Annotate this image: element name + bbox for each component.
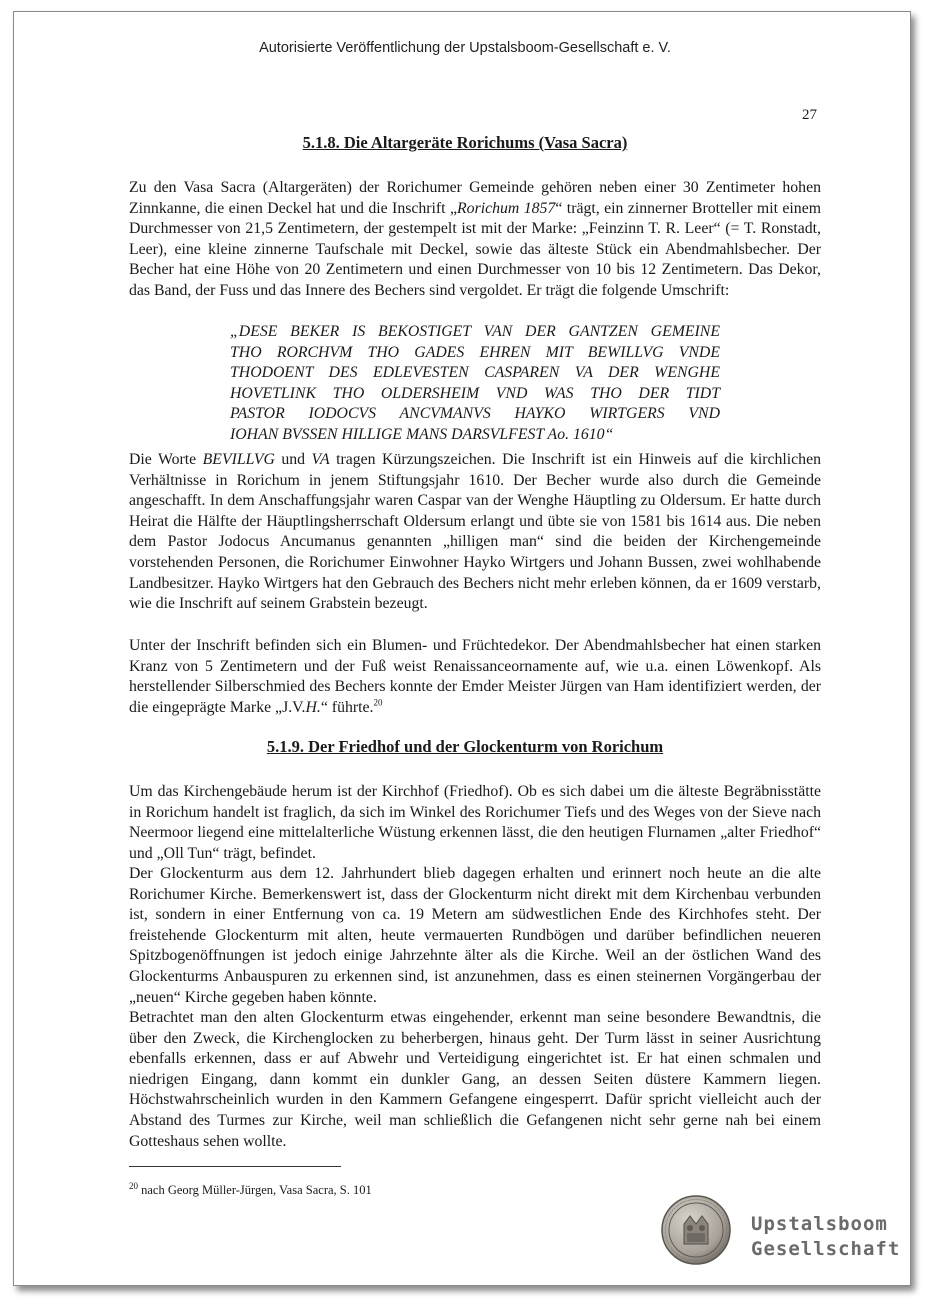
logo-line-1: Upstalsboom xyxy=(751,1213,888,1235)
inscription-line: IOHAN BVSSEN HILLIGE MANS DARSVLFEST Ao. 1610“ xyxy=(230,425,614,443)
inscription-line: PASTOR IODOCVS ANCVMANVS HAYKO WIRTGERS VND xyxy=(230,405,720,423)
inscription-line: „DESE BEKER IS BEKOSTIGET VAN DER GANTZEN GEMEINE xyxy=(230,323,720,340)
paragraph-glockenturm: Der Glockenturm aus dem 12. Jahrhundert blieb dagegen erhalten und erinnert noch heute an die alte Rorichumer Kirche. Bemerkenswert ist, dass der Glockenturm nicht direkt mit dem Kirchenbau verbunden ist, sondern in einer Entfernung von ca. 19 Metern am südwestlichen Ende des Kirchhofes steht. Der freistehende Glockenturm mit alten, heute vermauerten Rundbögen und darüber befindlichen neueren Spitzbogenöffnungen ist jedoch einige Jahrzehnte älter als die Kirche. Weil an der östlichen Wand des Glockenturms Anbauspuren zu erkennen sind, ist anzunehmen, dass es einen steinernen Vorgängerbau der „neuen“ Kirche gegeben haben könnte. xyxy=(129,865,821,1006)
paragraph-inscription-explanation: Die Worte BEVILLVG und VA tragen Kürzungszeichen. Die Inschrift ist ein Hinweis auf die kirchlichen Verhältnisse in Rorichum in jenem Stiftungsjahr 1610. Der Becher wurde also durch die Gemeinde angeschafft. In dem Anschaffungsjahr waren Caspar van der Wenghe Häuptling zu Oldersum. Er hatte durch Heirat die Hälfte der Häuptlingsherrschaft Oldersum erlangt und übte sie von 1581 bis 1614 aus. Die neben dem Pastor Jodocus Ancumanus genannten „hilligen man“ sind die beiden der Kirchengemeinde vorstehenden Personen, die Rorichumer Einwohner Hayko Wirtgers und Johann Bussen, zwei wohlhabende Landbesitzer. Hayko Wirtgers hat den Gebrauch des Bechers nicht mehr erleben können, da er 1609 verstarb, wie die Inschrift auf seinem Grabstein bezeugt. xyxy=(129,451,821,613)
footnote-divider xyxy=(129,1166,341,1167)
society-seal-icon xyxy=(660,1194,732,1266)
paragraph-kirchhof: Um das Kirchengebäude herum ist der Kirchhof (Friedhof). Ob es sich dabei um die älteste Begräbnisstätte in Rorichum handelt ist fraglich, da sich im Winkel des Rorichumer Tiefs und des Weges von der Sieve nach Neermoor liegend eine mittelalterliche Wüstung erkennen lässt, die den heutigen Flurnamen „alter Friedhof“ und „Oll Tun“ trägt, befindet. xyxy=(129,783,821,862)
chalice-inscription xyxy=(230,322,720,446)
page-number: 27 xyxy=(802,107,817,123)
paragraph-turm-verteidigung: Betrachtet man den alten Glockenturm etwas eingehender, erkennt man seine besondere Bewandtnis, die über den Zweck, die Kirchenglocken zu beherbergen, hinaus geht. Der Turm lässt in seiner Ausrichtung ebenfalls erkennen, dass er auf Abwehr und Verteidigung eingerichtet ist. Er hat einen schmalen und niedrigen Eingang, dann kommt ein dunkler Gang, an dessen Seiten düstere Kammern liegen. Höchstwahrscheinlich wurden in den Kammern Gefangene eingesperrt. Dafür spricht vielleicht auch der Abstand des Turmes zur Kirche, weil man schließlich die Gefangenen nicht sehr gerne nah bei einem Gotteshaus sehen wollte. xyxy=(129,1009,821,1150)
section-heading-friedhof: 5.1.9. Der Friedhof und der Glockenturm von Rorichum xyxy=(266,737,664,756)
logo-line-2: Gesellschaft xyxy=(751,1238,901,1260)
footnote: $^{20}$ nach Georg Müller-Jürgen, Vasa Sacra, S. 101 xyxy=(129,1180,372,1197)
society-logo-text xyxy=(751,1212,900,1262)
paragraph-vasa-sacra-intro: Zu den Vasa Sacra (Altargeräten) der Rorichumer Gemeinde gehören neben einer 30 Zentimeter hohen Zinnkanne, die einen Deckel hat und die Inschrift „Rorichum 1857“ trägt, ein zinnerner Brotteller mit einem Durchmesser von 21,5 Zentimetern, der gestempelt ist mit der Marke: „Feinzinn T. R. Leer“ (= T. Ronstadt, Leer), eine kleine zinnerne Taufschale mit Deckel, sowie das älteste Stück ein Abendmahlsbecher. Der Becher hat eine Höhe von 20 Zentimetern und einen Durchmesser von 10 bis 12 Zentimetern. Das Dekor, das Band, der Fuss und das Innere des Bechers sind vergoldet. Er trägt die folgende Umschrift: xyxy=(129,179,821,299)
inscription-line: HOVETLINK THO OLDERSHEIM VND WAS THO DER TIDT xyxy=(230,384,720,402)
section-heading-vasa-sacra: 5.1.8. Die Altargeräte Rorichums (Vasa Sacra) xyxy=(302,133,628,152)
page-header: Autorisierte Veröffentlichung der Upstalsboom-Gesellschaft e. V. xyxy=(259,40,671,56)
footnote-reference: 20 xyxy=(373,697,383,708)
inscription-line: THO RORCHVM THO GADES EHREN MIT BEWILLVG VNDE xyxy=(230,343,720,361)
paragraph-chalice-decor: Unter der Inschrift befinden sich ein Blumen- und Früchtedekor. Der Abendmahlsbecher hat einen starken Kranz von 5 Zentimetern und der Fuß weist Renaissanceornamente auf, wie u.a. einen Löwenkopf. Als herstellender Silberschmied des Bechers konnte der Emder Meister Jürgen van Ham identifiziert werden, der die eingeprägte Marke „J.V.H.“ führte.$^{20}$ xyxy=(129,637,821,716)
inscription-line: THODOENT DES EDLEVESTEN CASPAREN VA DER WENGHE xyxy=(230,364,720,382)
